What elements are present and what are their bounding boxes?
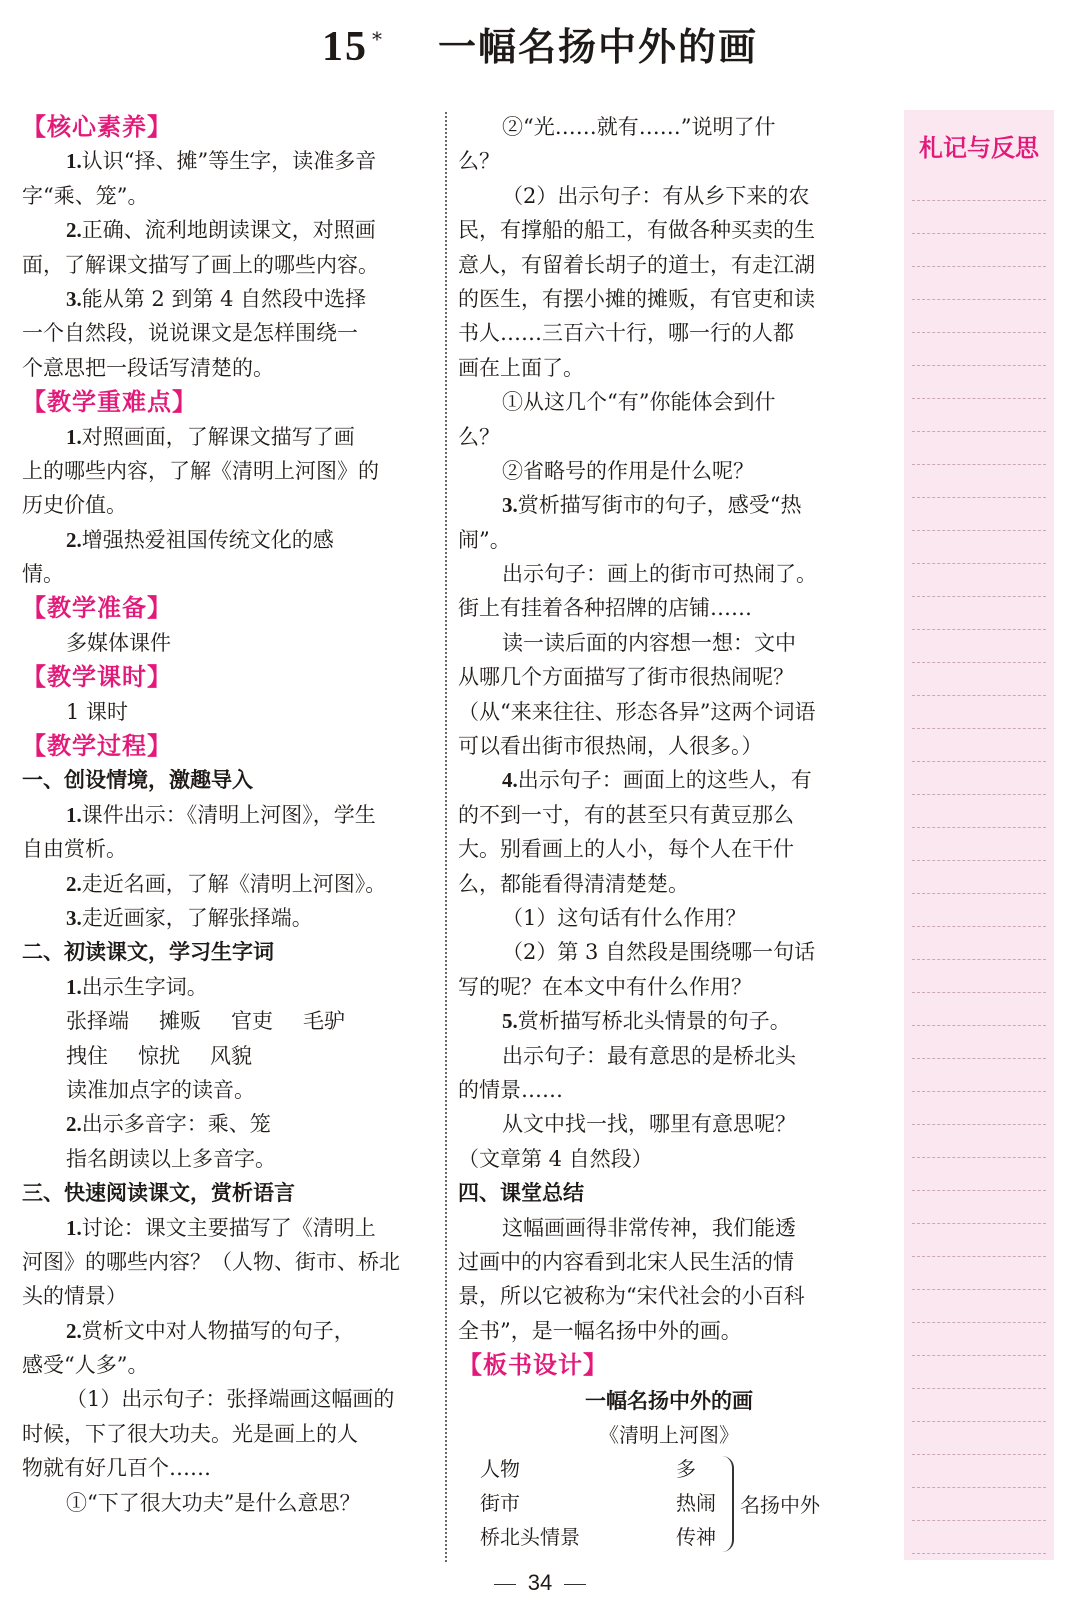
text-line: 1.课件出示：《清明上河图》，学生 xyxy=(66,802,376,827)
note-line xyxy=(912,168,1046,201)
note-line xyxy=(912,234,1046,267)
text-line: 2.走近名画，了解《清明上河图》。 xyxy=(66,871,387,896)
vocab-intro: 1.出示生字词。 xyxy=(66,974,208,999)
board-row: 街市 热闹 xyxy=(480,1491,716,1516)
text-line: 自由赏析。 xyxy=(22,837,127,862)
text-line: 画在上面了。 xyxy=(458,355,584,380)
text-line: 么，都能看得清清楚楚。 xyxy=(458,871,689,896)
core-section xyxy=(22,144,434,385)
text-line: 意人，有留着长胡子的道士，有走江湖 xyxy=(458,252,815,277)
lesson-mark: * xyxy=(371,27,384,52)
text-line: ①从这几个“有”你能体会到什 xyxy=(502,390,776,415)
vocab-word: 张择端 xyxy=(66,1009,129,1034)
text-line: 从哪几个方面描写了街市很热闹呢？ xyxy=(458,665,794,690)
text-line: 历史价值。 xyxy=(22,493,127,518)
lesson-number: 15 xyxy=(321,24,368,70)
text-line: 1.对照画面，了解课文描写了画 xyxy=(66,424,355,449)
notes-lines xyxy=(904,168,1054,1554)
lesson-title-text: 一幅名扬中外的画 xyxy=(437,24,758,69)
text-line: 的不到一寸，有的甚至只有黄豆那么 xyxy=(458,802,794,827)
note-line xyxy=(912,1488,1046,1521)
text-line: 景，所以它被称为“宋代社会的小百科 xyxy=(458,1284,805,1309)
text-line: 感受“人多”。 xyxy=(22,1353,149,1378)
vocab-word: 摊贩 xyxy=(159,1009,201,1034)
note-line xyxy=(912,1455,1046,1488)
text-line: 一个自然段，说说课文是怎样围绕一 xyxy=(22,321,358,346)
board-table xyxy=(458,1452,880,1554)
note-line xyxy=(912,1290,1046,1323)
vocab-word: 毛驴 xyxy=(303,1009,345,1034)
brace-icon xyxy=(722,1456,734,1552)
text-line: 3.赏析描写街市的句子，感受“热 xyxy=(502,493,802,518)
note-line xyxy=(912,1125,1046,1158)
note-line xyxy=(912,1356,1046,1389)
text-line: 的医生，有摆小摊的摊贩，有官吏和读 xyxy=(458,286,815,311)
note-line xyxy=(912,1026,1046,1059)
text-line: 大。别看画上的人小，每个人在干什 xyxy=(458,837,794,862)
note-line xyxy=(912,432,1046,465)
text-line: （1）出示句子：张择端画这幅画的 xyxy=(66,1387,395,1412)
text-line: 河图》的哪些内容？（人物、街市、桥北 xyxy=(22,1249,400,1274)
note-line xyxy=(912,366,1046,399)
lesson-title xyxy=(0,16,1080,71)
text-line: 2.赏析文中对人物描写的句子， xyxy=(66,1318,355,1343)
section-one xyxy=(22,798,434,936)
note-line xyxy=(912,1521,1046,1554)
board-design xyxy=(458,1384,880,1554)
note-line xyxy=(912,663,1046,696)
text-line: 5.赏析描写桥北头情景的句子。 xyxy=(502,1009,791,1034)
left-column xyxy=(22,110,434,1520)
text-line: ①“下了很大功夫”是什么意思？ xyxy=(66,1490,361,1515)
note-line xyxy=(912,1059,1046,1092)
text-line: 上的哪些内容，了解《清明上河图》的 xyxy=(22,458,379,483)
board-conclusion: 名扬中外 xyxy=(740,1493,820,1518)
text-line: 么？ xyxy=(458,424,500,449)
text-line: 3.能从第 2 到第 4 自然段中选择 xyxy=(66,286,367,311)
section-one-title: 一、创设情境，激趣导入 xyxy=(22,768,253,793)
page-number: 34 xyxy=(0,1570,1080,1596)
text-line: 全书”，是一幅名扬中外的画。 xyxy=(458,1318,742,1343)
text-line: 的情景…… xyxy=(458,1077,563,1102)
note-line xyxy=(912,1389,1046,1422)
note-line xyxy=(912,1224,1046,1257)
text-line: ②省略号的作用是什么呢？ xyxy=(502,458,754,483)
text-line: 街上有挂着各种招牌的店铺…… xyxy=(458,596,752,621)
text-line: 读一读后面的内容想一想：文中 xyxy=(502,630,796,655)
note-line xyxy=(912,1257,1046,1290)
note-line xyxy=(912,795,1046,828)
middle-column xyxy=(458,110,880,1554)
column-divider xyxy=(445,112,447,1562)
text-line: 过画中的内容看到北宋人民生活的情 xyxy=(458,1249,794,1274)
heading-process: 【教学过程】 xyxy=(22,732,172,761)
text-line: 1.认识“择、摊”等生字，读准多音 xyxy=(66,149,377,174)
note-line xyxy=(912,828,1046,861)
heading-key-points: 【教学重难点】 xyxy=(22,388,197,417)
board-subtitle: 《清明上河图》 xyxy=(599,1423,739,1448)
note-line xyxy=(912,531,1046,564)
class-hours-text: 1 课时 xyxy=(66,699,129,724)
note-line xyxy=(912,300,1046,333)
note-line xyxy=(912,861,1046,894)
section-four-title: 四、课堂总结 xyxy=(458,1181,584,1206)
preparation-text: 多媒体课件 xyxy=(66,630,171,655)
text-line: （文章第 4 自然段） xyxy=(458,1146,653,1171)
notes-title: 札记与反思 xyxy=(919,134,1039,162)
section-two-title: 二、初读课文，学习生字词 xyxy=(22,940,274,965)
text-line: 可以看出街市很热闹，人很多。） xyxy=(458,734,763,759)
note-line xyxy=(912,498,1046,531)
text-line: 从文中找一找，哪里有意思呢？ xyxy=(502,1112,796,1137)
board-row: 桥北头情景 传神 xyxy=(480,1525,716,1550)
text-line: 民，有撑船的船工，有做各种买卖的生 xyxy=(458,218,815,243)
vocab-row-2 xyxy=(22,1039,434,1073)
text-line: 个意思把一段话写清楚的。 xyxy=(22,355,274,380)
note-line xyxy=(912,960,1046,993)
text-line: 写的呢？在本文中有什么作用？ xyxy=(458,974,752,999)
text-line: 2.正确、流利地朗读课文，对照画 xyxy=(66,218,376,243)
note-line xyxy=(912,399,1046,432)
note-line xyxy=(912,927,1046,960)
text-line: 1.讨论：课文主要描写了《清明上 xyxy=(66,1215,376,1240)
note-line xyxy=(912,564,1046,597)
vocab-word: 风貌 xyxy=(210,1043,252,1068)
section-four xyxy=(458,1211,880,1349)
note-line xyxy=(912,267,1046,300)
board-title: 一幅名扬中外的画 xyxy=(585,1389,753,1414)
text-line: （2）第 3 自然段是围绕哪一句话 xyxy=(502,940,816,965)
vocab-row-1 xyxy=(22,1004,434,1038)
text-line: （1）这句话有什么作用？ xyxy=(502,905,747,930)
notes-sidebar xyxy=(904,110,1054,1560)
text-line: ②“光……就有……”说明了什 xyxy=(502,115,776,139)
note-line xyxy=(912,1092,1046,1125)
note-line xyxy=(912,597,1046,630)
text-line: 头的情景） xyxy=(22,1284,127,1309)
text-line: 面，了解课文描写了画上的哪些内容。 xyxy=(22,252,379,277)
text-line: 3.走近画家，了解张择端。 xyxy=(66,905,313,930)
text-line: 出示句子：画上的街市可热闹了。 xyxy=(502,562,817,587)
vocab-word: 官吏 xyxy=(231,1009,273,1034)
section-three-title: 三、快速阅读课文，赏析语言 xyxy=(22,1181,295,1206)
polyphone-intro: 2.出示多音字：乘、笼 xyxy=(66,1112,271,1137)
text-line: （2）出示句子：有从乡下来的农 xyxy=(502,183,810,208)
heading-class-hours: 【教学课时】 xyxy=(22,663,172,692)
note-line xyxy=(912,762,1046,795)
note-line xyxy=(912,630,1046,663)
note-line xyxy=(912,729,1046,762)
text-line: 闹”。 xyxy=(458,527,511,552)
heading-core: 【核心素养】 xyxy=(22,113,172,141)
note-line xyxy=(912,1323,1046,1356)
text-line: 2.增强热爱祖国传统文化的感 xyxy=(66,527,334,552)
note-line xyxy=(912,1422,1046,1455)
note-line xyxy=(912,465,1046,498)
text-line: 么？ xyxy=(458,149,500,174)
text-line: 物就有好几百个…… xyxy=(22,1456,211,1481)
note-line xyxy=(912,1191,1046,1224)
section-three xyxy=(22,1211,434,1521)
read-dots-text: 读准加点字的读音。 xyxy=(66,1077,255,1102)
note-line xyxy=(912,333,1046,366)
text-line: 这幅画画得非常传神，我们能透 xyxy=(502,1215,796,1240)
middle-text xyxy=(458,110,880,1176)
text-line: 字“乘、笼”。 xyxy=(22,183,149,208)
vocab-word: 惊扰 xyxy=(138,1043,180,1068)
vocab-word: 拽住 xyxy=(66,1043,108,1068)
heading-preparation: 【教学准备】 xyxy=(22,594,172,623)
text-line: 出示句子：最有意思的是桥北头 xyxy=(502,1043,796,1068)
text-line: 情。 xyxy=(22,562,64,587)
key-points-section xyxy=(22,420,434,592)
text-line: 书人……三百六十行，哪一行的人都 xyxy=(458,321,794,346)
note-line xyxy=(912,993,1046,1026)
text-line: 时候，下了很大功夫。光是画上的人 xyxy=(22,1421,358,1446)
note-line xyxy=(912,201,1046,234)
polyphone-read: 指名朗读以上多音字。 xyxy=(66,1146,276,1171)
text-line: （从“来来往往、形态各异”这两个词语 xyxy=(458,699,816,724)
note-line xyxy=(912,894,1046,927)
note-line xyxy=(912,1158,1046,1191)
text-line: 4.出示句子：画面上的这些人，有 xyxy=(502,768,812,793)
note-line xyxy=(912,696,1046,729)
heading-board-design: 【板书设计】 xyxy=(458,1351,608,1380)
board-row: 人物 多 xyxy=(480,1457,696,1482)
